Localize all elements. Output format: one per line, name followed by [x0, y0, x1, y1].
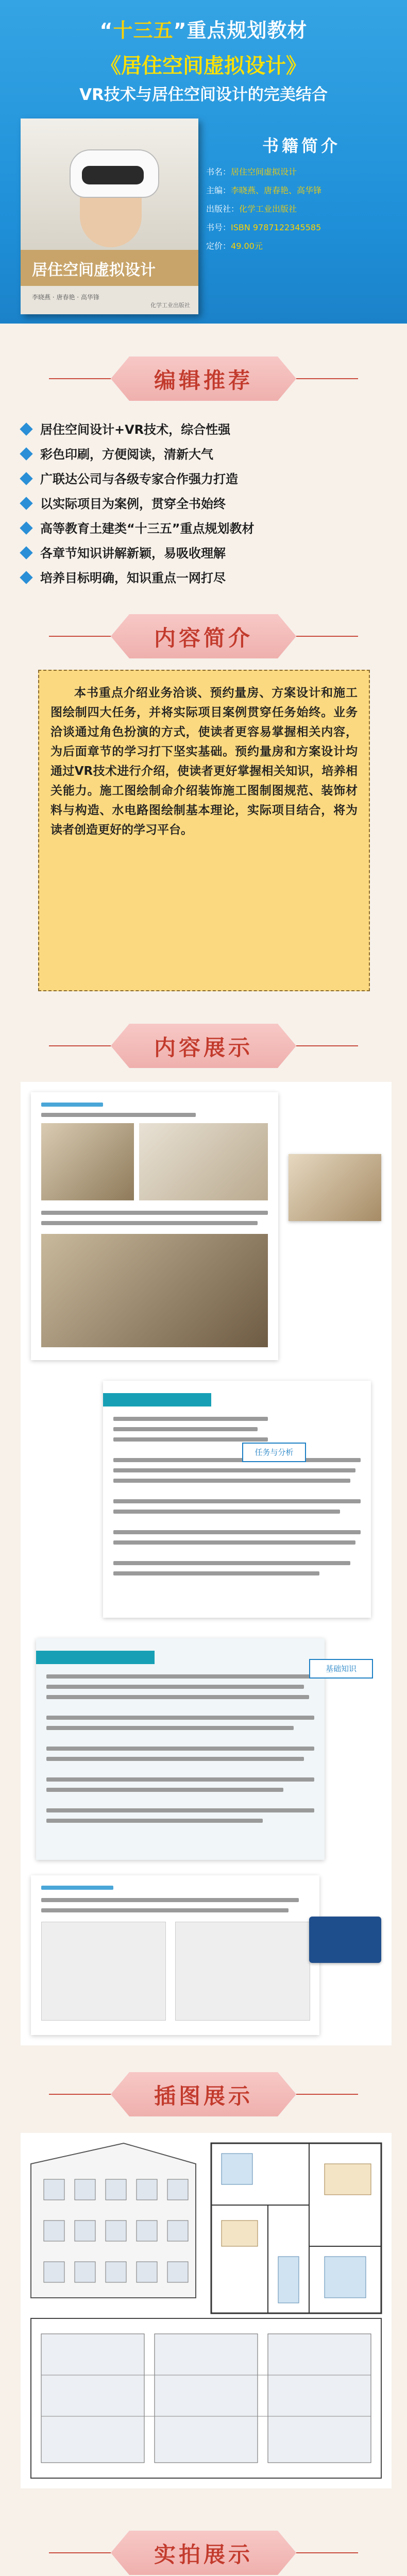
page-text-line [46, 1777, 314, 1782]
section-banner-intro [49, 608, 358, 665]
list-item [20, 442, 391, 467]
info-key: 书号： [206, 223, 231, 232]
sample-page [103, 1381, 371, 1618]
diamond-bullet-icon [20, 497, 32, 510]
recommendation-list [20, 417, 391, 590]
device-image [41, 1922, 166, 2021]
section-title: 编辑推荐 [154, 368, 253, 393]
page-text-line [46, 1819, 263, 1823]
list-item-text: 彩色印刷，方便阅读，清新大气 [40, 447, 213, 462]
page-text-line [46, 1757, 304, 1761]
info-value: 49.00元 [231, 241, 263, 251]
info-value: 李晓燕、唐春艳、高华锋 [231, 185, 322, 195]
info-row-name [206, 163, 397, 181]
cover-title: 居住空间虚拟设计 [32, 261, 156, 279]
info-row-publisher [206, 200, 397, 218]
sample-photo [289, 1154, 381, 1221]
series-quote-open: “ [99, 19, 113, 42]
sample-page [31, 1875, 319, 2035]
diamond-bullet-icon [20, 447, 32, 460]
cover-title-band [21, 250, 198, 286]
page-text-line [46, 1808, 314, 1812]
page-text-line [46, 1695, 309, 1699]
list-item [20, 467, 391, 492]
book-cover-image [21, 118, 198, 314]
section-title: 内容展示 [154, 1035, 253, 1060]
page-text-line [113, 1468, 355, 1472]
section-banner-content [49, 1018, 358, 1074]
info-row-price [206, 237, 397, 256]
keyword-tag: 基础知识 [309, 1659, 373, 1679]
section-title: 内容简介 [154, 625, 253, 651]
info-value: ISBN 9787122345585 [231, 223, 321, 232]
page-text-line [46, 1747, 314, 1751]
list-item-text: 培养目标明确，知识重点一网打尽 [40, 571, 226, 585]
list-item [20, 516, 391, 541]
page-text-line [41, 1211, 268, 1215]
page-text-line [46, 1788, 283, 1792]
keyword-tag: 任务与分析 [242, 1443, 306, 1462]
page-text-line [113, 1499, 361, 1503]
floor-plan-drawing [211, 2143, 381, 2313]
page-text-line [113, 1561, 350, 1565]
page-photo [41, 1123, 134, 1200]
diamond-bullet-icon [20, 521, 32, 534]
vr-headset-icon [70, 149, 159, 198]
page-text-line [113, 1510, 340, 1514]
book-info-title: 书籍简介 [262, 136, 341, 156]
list-item-text: 高等教育土建类“十三五”重点规划教材 [40, 521, 255, 536]
page-text-line [46, 1726, 294, 1730]
page-text-line [113, 1571, 319, 1575]
list-item-text: 各章节知识讲解新颖，易吸收理解 [40, 546, 226, 561]
series-title [0, 14, 407, 43]
info-key: 书名： [206, 167, 231, 177]
section-title: 插图展示 [154, 2083, 253, 2109]
illustration-drawings [21, 2133, 392, 2488]
page-text-line [46, 1716, 314, 1720]
list-item [20, 566, 391, 590]
list-item [20, 492, 391, 516]
cover-publisher: 化学工业出版社 [150, 302, 190, 309]
page-text-line [41, 1221, 258, 1225]
info-value: 居住空间虚拟设计 [231, 167, 297, 177]
info-row-isbn [206, 218, 397, 237]
page-photo [41, 1234, 268, 1347]
book-info-panel [206, 133, 397, 256]
chapter-bar [103, 1393, 211, 1406]
page-text-line [113, 1417, 268, 1421]
page-text-line [41, 1898, 299, 1902]
section-title: 实拍展示 [154, 2542, 253, 2567]
building-elevation-drawing [31, 2143, 196, 2298]
list-item [20, 541, 391, 566]
page-text-line [41, 1113, 196, 1117]
cover-authors: 李晓燕 · 唐春艳 · 高华锋 [32, 294, 99, 301]
info-key: 定价： [206, 241, 231, 251]
page-text-line [113, 1479, 350, 1483]
intro-box [38, 670, 370, 991]
page-photo [139, 1123, 268, 1200]
series-highlight: 十三五 [113, 19, 174, 42]
list-item-text: 居住空间设计+VR技术，综合性强 [40, 422, 231, 437]
section-drawing [31, 2318, 381, 2478]
page-text-line [113, 1540, 355, 1545]
device-image [175, 1922, 310, 2021]
diamond-bullet-icon [20, 571, 32, 584]
page-text-line [41, 1908, 289, 1912]
page-text-line [46, 1674, 314, 1679]
list-item-text: 以实际项目为案例，贯穿全书始终 [40, 497, 226, 511]
page-heading-line [41, 1103, 103, 1107]
sample-page [36, 1638, 325, 1860]
section-banner-illustration [49, 2066, 358, 2123]
page-text-line [113, 1427, 258, 1431]
book-subtitle: VR技术与居住空间设计的完美结合 [79, 86, 328, 104]
diamond-bullet-icon [20, 472, 32, 485]
section-banner-recommend [49, 350, 358, 407]
hero-banner [0, 0, 407, 324]
sample-page [31, 1092, 278, 1360]
info-key: 主编： [206, 185, 231, 195]
series-quote-close: ” [173, 19, 187, 42]
series-rest: 重点规划教材 [186, 19, 308, 42]
intro-text: 本书重点介绍业务洽谈、预约量房、方案设计和施工图绘制四大任务，并将实际项目案例贯穿任务始终。业务洽谈通过角色扮演的方式，使读者更容易掌握相关内容，为后面章节的学习打下坚实基础。预约量房和方案设计均通过VR技术进行介绍，使读者更好掌握相关知识，培养相关能力。施工图绘制命介绍装饰施工图制图规范、装饰材料与构造、水电路图绘制基本理论，实际项目结合，将为读者创造更好的学习平台。 [50, 686, 358, 837]
page-text-line [113, 1437, 268, 1442]
page-text-line [113, 1458, 361, 1462]
page-text-line [46, 1685, 304, 1689]
book-title: 《居住空间虚拟设计》 [100, 54, 307, 78]
laser-meter-image [309, 1917, 381, 1963]
content-showcase [21, 1082, 392, 2045]
diamond-bullet-icon [20, 546, 32, 559]
section-banner-photo [49, 2524, 358, 2576]
info-value: 化学工业出版社 [239, 204, 297, 214]
page-text-line [113, 1530, 361, 1534]
illustration-showcase [21, 2133, 392, 2488]
list-item-text: 广联达公司与各级专家合作强力打造 [40, 472, 238, 486]
info-row-editor [206, 181, 397, 200]
chapter-bar [36, 1651, 155, 1664]
diamond-bullet-icon [20, 422, 32, 435]
list-item [20, 417, 391, 442]
info-key: 出版社： [206, 204, 240, 214]
page-heading-line [41, 1886, 113, 1890]
